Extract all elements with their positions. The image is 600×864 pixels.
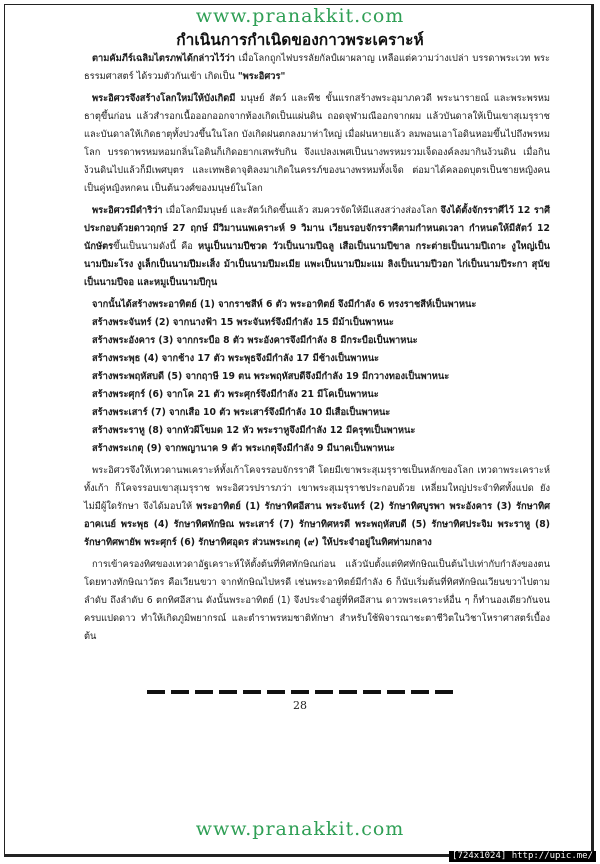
page-number: 28 (293, 699, 307, 712)
watermark-bottom[interactable]: www.pranakkit.com (195, 818, 405, 840)
zodiac-lead: พระอิศวรมีดำริว่า (92, 205, 163, 216)
planet-item-venus: สร้างพระศุกร์ (6) จากโค 21 ตัว พระศุกร์จึงมีกำลัง 21 มีโคเป็นพาหนะ (92, 389, 379, 400)
section-divider (0, 681, 600, 700)
planet-item-mars: สร้างพระอังคาร (3) จากกระบือ 8 ตัว พระอังคารจึงมีกำลัง 8 มีกระบือเป็นพาหนะ (92, 335, 418, 346)
creation-text: มนุษย์ สัตว์ และพืช ขั้นแรกสร้างพระอุมาภควดี พระนารายณ์ และพระพรหม ธาตุขึ้นก่อน แล้วสำรอกเนื้อออกออกจากท้องเกิดเป็นแผ่นดิน ถอดจุฬามณีออกจากผม แล้วบันดาลให้เป็นเขาสุเมรุราช และบันดาลให้เกิดธาตุทั้งปวงขึ้นในโลก บังเกิดฝนตกลงมาห่าใหญ่ เมื่อฝนหายแล้ว ลมพอนเอาโอดินหอมขึ้นไปถึงพรหมโลก บรรดาพรหมหอมกลิ่นโอดินก็เกิดอยากเสพรับกิน จึงแปลงเพศเป็นนางพรหมรวมเจ็ดองค์ลงมากินง้วนดิน เมื่อกินง้วนดินไปแล้วก็มีเพศบุตร และเทพธิดาจุติลงมาเกิดในครรภ์ของนางพรหมทั้งเจ็ด ต่อมาได้คลอดบุตรเป็นชายหญิงคนเป็นคู่หญิงหกคน เป็นต้นวงศ์ของมนุษย์ในโลก (84, 93, 550, 194)
directions-paragraph (84, 462, 550, 552)
page-title: กำเนินการกำเนิดของกาวพระเคราะห์ (176, 31, 424, 49)
counting-paragraph: การเข้าครองทิศของเทวดาอัฐเคราะห์ให้ตั้งต้นที่ทิศทักษิณก่อน แล้วนับตั้งแต่ทิศทักษิณเป็นต้นไปเท่ากับกำลังของตน โดยทางทักษิณาวัตร คือเวียนขวา จากทักษิณไปหรดี เช่นพระอาทิตย์มีกำลัง 6 ก็นับเริ่มต้นที่ทิศทักษิณเวียนขวาไปตามลำดับ ถึงลำดับ 6 ตกทิศอีสาน ดังนั้นพระอาทิตย์ (1) จึงประจำอยู่ที่ทิศอีสาน ดาวพระเคราะห์อื่น ๆ ก็ทำนองเดียวกันจนครบแปดดาว ทำให้เกิดภูมิพยากรณ์ และตำราพรหมชาติทักษา สำหรับใช้พิจารณาชะตาชีวิตในวิชาโหราศาสตร์เบื้องต้น (84, 559, 550, 642)
planet-item-mercury: สร้างพระพุธ (4) จากช้าง 17 ตัว พระพุธจึงมีกำลัง 17 มีช้างเป็นพาหนะ (92, 353, 380, 364)
planet-item-rahu: สร้างพระราหู (8) จากหัวผีโขมด 12 หัว พระราหูจึงมีกำลัง 12 มีครุฑเป็นพาหนะ (92, 425, 416, 436)
zodiac-text-2: ขึ้นเป็นนามดังนี้ คือ (113, 241, 199, 252)
creation-paragraph (84, 90, 550, 198)
intro-paragraph (84, 50, 550, 86)
image-host-badge[interactable]: [724x1024] http://upic.me/ (449, 851, 596, 862)
directions-bold: พระอาทิตย์ (1) รักษาทิศอีสาน พระจันทร์ (2) รักษาทิศบูรพา พระอังคาร (3) รักษาทิศอาคเนย์ พระพุธ (4) รักษาทิศทักษิณ พระเสาร์ (7) รักษาทิศหรดี พระพฤหัสบดี (5) รักษาทิศประจิม พระราหู (8) รักษาทิศพายัพ พระศุกร์ (6) รักษาทิศอุดร ส่วนพระเกตุ (๙) ให้ประจำอยู่ในทิศท่ามกลาง (84, 501, 550, 548)
zodiac-bold-1: จึงได้ตั้งจักรราศีไว้ 12 ราศี ประกอบด้วยดาวฤกษ์ 27 ฤกษ์ มีวิมานนพเคราะห์ 9 วิมาน เวียนรอบจักรราศีตามกำหนดเวลา กำหนดให้มีสัตว์ 12 นักษัตร (84, 205, 550, 252)
zodiac-paragraph (84, 202, 550, 292)
document-body (84, 50, 550, 646)
planet-item-jupiter: สร้างพระพฤหัสบดี (5) จากฤาษี 19 ตน พระพฤหัสบดีจึงมีกำลัง 19 มีกวางทองเป็นพาหนะ (92, 371, 450, 382)
planet-item-sun: จากนั้นได้สร้างพระอาทิตย์ (1) จากราชสีห์ 6 ตัว พระอาทิตย์ จึงมีกำลัง 6 ทรงราชสีห์เป็นพาหนะ (92, 299, 477, 310)
zodiac-bold-2: หนูเป็นนามปีชวด วัวเป็นนามปีฉลู เสือเป็นนามปีขาล กระต่ายเป็นนามปีเถาะ งูใหญ่เป็นนามปีมะโรง งูเล็กเป็นนามปีมะเส็ง ม้าเป็นนามปีมะเมีย แพะเป็นนามปีมะแม ลิงเป็นนามปีวอก ไก่เป็นนามปีระกา สุนัขเป็นนามปีจอ และหมูเป็นนามปีกุน (84, 241, 550, 288)
planet-item-saturn: สร้างพระเสาร์ (7) จากเสือ 10 ตัว พระเสาร์จึงมีกำลัง 10 มีเสือเป็นพาหนะ (92, 407, 391, 418)
watermark-top[interactable]: www.pranakkit.com (195, 5, 405, 27)
directions-text: พระอิศวรจึงให้เทวดานพเคราะห์ทั้งเก้าโคจรรอบจักรราศี โดยมีเขาพระสุเมรุราชเป็นหลักของโลก เทวดาพระเคราะห์ทั้งเก้า ก็โคจรรอบเขาสุเมรุราช พระอิศวรปรารภว่า เขาพระสุเมรุราชประกอบด้วย เหลี่ยมใหญ่ประจำทิศทั้งแปด ยังไม่มีผู้ใดรักษา จึงได้มอบให้ (84, 465, 550, 512)
intro-text: เมื่อโลกถูกไฟบรรลัยกัลป์เผาผลาญ เหลือแต่ความว่างเปล่า บรรดาพระเวท พระธรรมศาสตร์ ได้รวมตัวกันเข้า เกิดเป็น (84, 53, 550, 82)
intro-name: "พระอิศวร" (237, 71, 286, 82)
planet-list (84, 296, 550, 458)
planet-item-ketu: สร้างพระเกตุ (9) จากพญานาค 9 ตัว พระเกตุจึงมีกำลัง 9 มีนาคเป็นพาหนะ (92, 443, 395, 454)
intro-lead: ตามคัมภีร์เฉลิมไตรภพได้กล่าวไว้ว่า (92, 53, 235, 64)
zodiac-text-1: เมื่อโลกมีมนุษย์ และสัตว์เกิดขึ้นแล้ว สมควรจัดให้มีแสงสว่างส่องโลก (162, 205, 441, 216)
planet-item-moon: สร้างพระจันทร์ (2) จากนางฟ้า 15 พระจันทร์จึงมีกำลัง 15 มีม้าเป็นพาหนะ (92, 317, 394, 328)
creation-lead: พระอิศวรจึงสร้างโลกใหม่ให้บังเกิดมี (92, 93, 236, 104)
